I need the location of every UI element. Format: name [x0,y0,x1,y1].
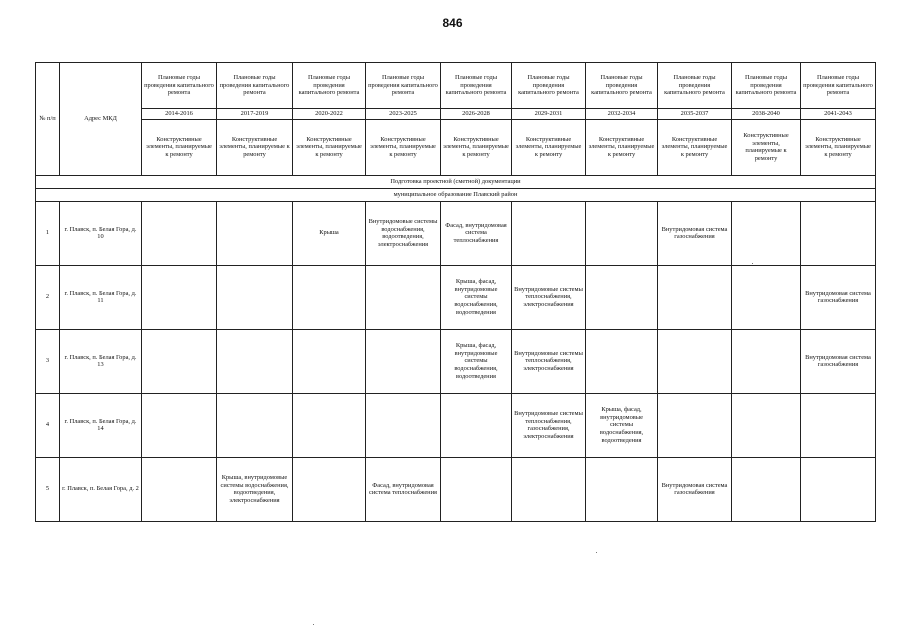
header-plan-label: Плановые годы проведения капитального ремонта [586,63,658,109]
repair-cell [142,393,217,457]
repair-cell [142,329,217,393]
header-plan-label: Плановые годы проведения капитального ремонта [512,63,586,109]
header-period: 2017-2019 [217,109,293,120]
header-num: № п/п [36,63,60,176]
scan-speck [596,552,597,553]
repair-cell [732,201,801,265]
row-address: г. Плавск, п. Белая Гора, д. 14 [60,393,142,457]
header-elements-label: Конструктивные элементы, планируемые к ремонту [366,119,441,175]
header-address: Адрес МКД [60,63,142,176]
repair-cell: Фасад, внутридомовая система теплоснабжения [441,201,512,265]
header-row-plan [36,63,876,109]
repair-cell [217,265,293,329]
repair-cell: Крыша, фасад, внутридомовые системы водоснабжения, водоотведения [441,329,512,393]
repair-cell [732,265,801,329]
table-row [36,457,876,521]
table-row [36,265,876,329]
header-elements-label: Конструктивные элементы, планируемые к ремонту [217,119,293,175]
header-period: 2014-2016 [142,109,217,120]
section-row-municipality [36,188,876,201]
repair-cell: Крыша, фасад, внутридомовые системы водоснабжения, водоотведения [586,393,658,457]
repair-cell: Внутридомовая система газоснабжения [658,201,732,265]
repair-cell [142,457,217,521]
repair-cell [366,265,441,329]
header-plan-label: Плановые годы проведения капитального ремонта [441,63,512,109]
repair-cell [512,457,586,521]
repair-cell [732,329,801,393]
row-number: 4 [36,393,60,457]
repair-cell [586,201,658,265]
row-address: г. Плавск, п. Белая Гора, д. 11 [60,265,142,329]
repair-cell [293,265,366,329]
repair-cell [217,201,293,265]
repair-cell [658,329,732,393]
header-plan-label: Плановые годы проведения капитального ремонта [732,63,801,109]
repair-cell: Крыша [293,201,366,265]
header-period: 2041-2043 [801,109,876,120]
header-elements-label: Конструктивные элементы, планируемые к ремонту [512,119,586,175]
row-number: 3 [36,329,60,393]
repair-cell [441,457,512,521]
repair-cell [732,457,801,521]
repair-cell [293,393,366,457]
table-row [36,393,876,457]
table-row [36,329,876,393]
scan-speck [313,624,314,625]
repair-cell [801,393,876,457]
repair-cell: Внутридомовая система газоснабжения [801,265,876,329]
repair-cell [658,393,732,457]
table-body [36,175,876,521]
repair-cell: Крыша, внутридомовые системы водоснабжения, водоотведения, электроснабжения [217,457,293,521]
scan-speck [752,263,753,264]
repair-cell [586,457,658,521]
header-period: 2038-2040 [732,109,801,120]
repair-cell [586,329,658,393]
header-plan-label: Плановые годы проведения капитального ремонта [142,63,217,109]
repair-cell [293,329,366,393]
repair-cell: Внутридомовая система газоснабжения [658,457,732,521]
repair-cell [586,265,658,329]
header-elements-label: Конструктивные элементы, планируемые к ремонту [732,119,801,175]
section-row-project-docs [36,175,876,188]
header-period: 2035-2037 [658,109,732,120]
header-row-elements [36,119,876,175]
repair-cell: Фасад, внутридомовая система теплоснабжения [366,457,441,521]
repair-cell: Внутридомовые системы теплоснабжения, электроснабжения [512,329,586,393]
header-period: 2032-2034 [586,109,658,120]
repair-cell [512,201,586,265]
repair-cell [658,265,732,329]
repair-cell [142,265,217,329]
repair-cell [732,393,801,457]
section-municipality: муниципальное образование Плавский район [36,188,876,201]
header-period: 2026-2028 [441,109,512,120]
row-address: г. Плавск, п. Белая Гора, д. 2 [60,457,142,521]
repair-cell [217,393,293,457]
repair-cell: Внутридомовые системы теплоснабжения, газоснабжения, электроснабжения [512,393,586,457]
repair-cell [801,201,876,265]
capital-repair-plan-table [35,62,876,522]
repair-cell: Внутридомовая система газоснабжения [801,329,876,393]
header-period: 2023-2025 [366,109,441,120]
header-period: 2020-2022 [293,109,366,120]
header-plan-label: Плановые годы проведения капитального ремонта [801,63,876,109]
row-number: 1 [36,201,60,265]
repair-cell [441,393,512,457]
section-project-docs: Подготовка проектной (сметной) документации [36,175,876,188]
repair-cell [217,329,293,393]
repair-cell [366,329,441,393]
header-elements-label: Конструктивные элементы, планируемые к ремонту [293,119,366,175]
header-plan-label: Плановые годы проведения капитального ремонта [217,63,293,109]
repair-cell: Внутридомовые системы водоснабжения, водоотведения, электроснабжения [366,201,441,265]
table-row [36,201,876,265]
table-header [36,63,876,176]
header-elements-label: Конструктивные элементы, планируемые к ремонту [801,119,876,175]
page-number: 846 [442,16,463,30]
repair-cell [366,393,441,457]
row-number: 5 [36,457,60,521]
header-plan-label: Плановые годы проведения капитального ремонта [366,63,441,109]
row-number: 2 [36,265,60,329]
header-elements-label: Конструктивные элементы, планируемые к ремонту [586,119,658,175]
row-address: г. Плавск, п. Белая Гора, д. 10 [60,201,142,265]
header-elements-label: Конструктивные элементы, планируемые к ремонту [441,119,512,175]
header-elements-label: Конструктивные элементы, планируемые к ремонту [142,119,217,175]
repair-cell [142,201,217,265]
header-plan-label: Плановые годы проведения капитального ремонта [293,63,366,109]
header-elements-label: Конструктивные элементы, планируемые к ремонту [658,119,732,175]
repair-cell: Внутридомовые системы теплоснабжения, электроснабжения [512,265,586,329]
row-address: г. Плавск, п. Белая Гора, д. 13 [60,329,142,393]
header-row-periods [36,109,876,120]
header-plan-label: Плановые годы проведения капитального ремонта [658,63,732,109]
header-period: 2029-2031 [512,109,586,120]
repair-cell [293,457,366,521]
repair-cell [801,457,876,521]
repair-cell: Крыша, фасад, внутридомовые системы водоснабжения, водоотведения [441,265,512,329]
